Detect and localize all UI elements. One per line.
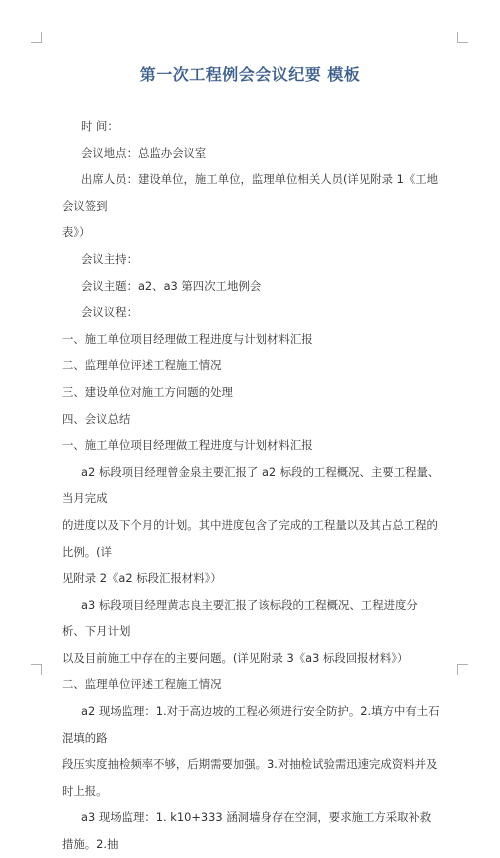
agenda-item-2: 二、监理单位评述工程施工情况 (62, 358, 222, 373)
section-heading-1: 一、施工单位项目经理做工程进度与计划材料汇报 (62, 438, 313, 453)
agenda-item-4: 四、会议总结 (62, 411, 131, 426)
line-topic: 会议主题：a2、a3 第四次工地例会 (81, 278, 262, 293)
document-title: 第一次工程例会会议纪要 模板 (139, 65, 361, 84)
paragraph-a2-line-3: 见附录 2《a2 标段汇报材料》） (62, 571, 222, 586)
paragraph-a3-line-1: a3 标段项目经理黄志良主要汇报了该标段的工程概况、工程进度分析、下月计划 (62, 597, 418, 639)
line-host: 会议主持： (81, 251, 138, 266)
crop-mark-top-right (457, 32, 468, 43)
document-body (62, 113, 440, 858)
paragraph-a2-line-2: 的进度以及下个月的计划。其中进度包含了完成的工程量以及其占总工程的比例。(详 (62, 517, 438, 559)
paragraph-a2-supervision-line-2: 段压实度抽检频率不够，后期需要加强。3.对抽检试验需迅速完成资料并及时上报。 (62, 757, 438, 798)
paragraph-a2-line-1: a2 标段项目经理曾金泉主要汇报了 a2 标段的工程概况、主要工程量、当月完成 (62, 464, 440, 506)
line-location: 会议地点：总监办会议室 (81, 145, 207, 160)
line-attendees-cont: 表》） (62, 225, 91, 240)
crop-mark-top-left (31, 32, 42, 43)
agenda-item-3: 三、建设单位对施工方问题的处理 (62, 384, 233, 399)
paragraph-a2-supervision-line-1: a2 现场监理：1.对于高边坡的工程必须进行安全防护。2.填方中有土石混填的路 (62, 704, 440, 745)
line-attendees: 出席人员：建设单位，施工单位，监理单位相关人员(详见附录 1《工地会议签到 (62, 172, 439, 213)
paragraph-a3-line-2: 以及目前施工中存在的主要问题。(详见附录 3《a3 标段回报材料》） (62, 650, 409, 665)
crop-mark-bottom-right (457, 664, 468, 675)
line-time: 时 间： (81, 119, 119, 133)
paragraph-a3-supervision-line-1: a3 现场监理：1. k10+333 涵洞墙身存在空洞，要求施工方采取补救措施。2.抽 (62, 810, 432, 852)
crop-mark-bottom-left (31, 664, 42, 675)
section-heading-2: 二、监理单位评述工程施工情况 (62, 677, 222, 692)
line-agenda: 会议议程： (81, 305, 138, 320)
agenda-item-1: 一、施工单位项目经理做工程进度与计划材料汇报 (62, 331, 313, 346)
